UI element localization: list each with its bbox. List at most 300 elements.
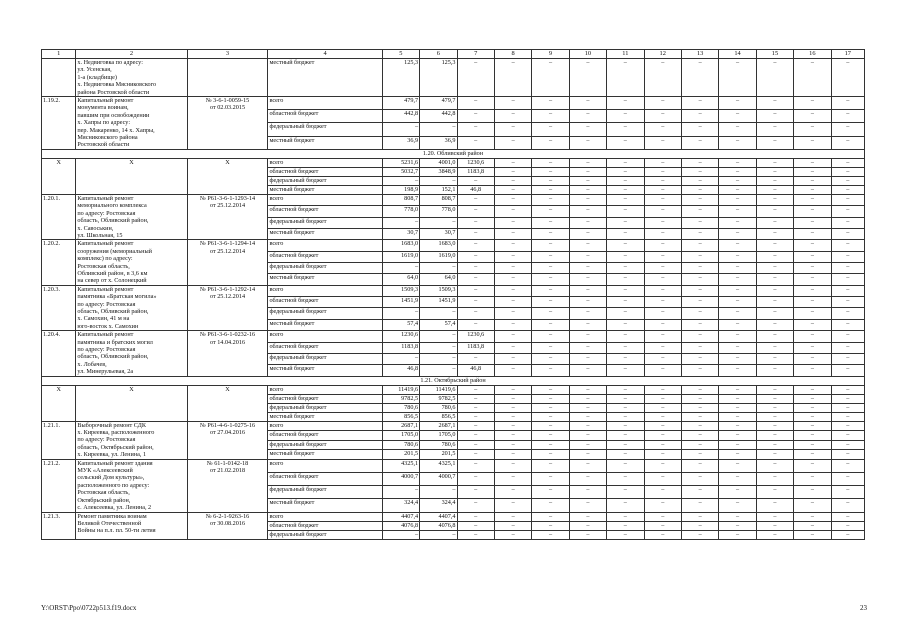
value-empty: – <box>607 110 644 123</box>
value-empty: – <box>794 123 831 136</box>
value-year-2: – <box>457 412 494 421</box>
value-empty: – <box>644 499 681 512</box>
value-empty: – <box>719 285 756 296</box>
value-empty: – <box>607 185 644 194</box>
value-year-2: – <box>457 136 494 149</box>
value-empty: – <box>644 136 681 149</box>
value-empty: – <box>532 365 569 376</box>
value-empty: – <box>494 240 531 251</box>
value-empty: – <box>831 206 864 217</box>
value-empty: – <box>607 431 644 441</box>
value-year-1: 30,7 <box>420 228 457 239</box>
value-year-1: 2687,1 <box>420 421 457 431</box>
value-year-2: – <box>457 450 494 460</box>
value-empty: – <box>719 365 756 376</box>
value-total: 64,0 <box>382 274 419 285</box>
value-empty: – <box>681 440 718 450</box>
column-header: 14 <box>719 50 756 59</box>
header-row <box>42 50 865 59</box>
value-empty: – <box>719 274 756 285</box>
value-empty: – <box>831 251 864 262</box>
value-empty: – <box>644 194 681 205</box>
value-total: 1451,9 <box>382 297 419 308</box>
item-number: 1.21.3. <box>42 512 76 539</box>
value-empty: – <box>831 331 864 342</box>
value-empty: – <box>607 412 644 421</box>
value-empty: – <box>681 274 718 285</box>
value-empty: – <box>719 459 756 472</box>
value-empty: – <box>569 394 606 403</box>
value-empty: – <box>831 274 864 285</box>
value-year-1: – <box>420 176 457 185</box>
value-empty: – <box>719 217 756 228</box>
table-row <box>42 385 865 394</box>
value-year-1: 856,5 <box>420 412 457 421</box>
value-empty: – <box>719 440 756 450</box>
value-empty: – <box>532 421 569 431</box>
value-total: 856,5 <box>382 412 419 421</box>
value-empty: – <box>794 486 831 499</box>
column-header: 7 <box>457 50 494 59</box>
value-empty: – <box>794 59 831 97</box>
value-empty: – <box>532 412 569 421</box>
value-empty: – <box>681 450 718 460</box>
object-name: Выборочный ремонт СДК х. Киреевка, расположенного по адресу: Ростовская область, Октябрьский район, х. Киреевка, ул. Ленина, 1 <box>76 421 187 459</box>
value-year-1: 1705,0 <box>420 431 457 441</box>
object-name: Капитальный ремонт памятника и братских могил по адресу: Ростовская область, Обливский район, х. Лобачев, ул. Минерульевая, 2а <box>76 331 187 376</box>
value-year-2: – <box>457 263 494 274</box>
value-empty: – <box>756 251 793 262</box>
funding-source: местный бюджет <box>268 365 382 376</box>
value-empty: – <box>494 319 531 330</box>
value-empty: – <box>756 331 793 342</box>
value-year-1: 125,3 <box>420 59 457 97</box>
value-empty: – <box>644 263 681 274</box>
value-empty: – <box>681 499 718 512</box>
table-row <box>42 331 865 342</box>
value-year-2: – <box>457 206 494 217</box>
value-empty: – <box>644 206 681 217</box>
value-empty: – <box>569 512 606 521</box>
value-empty: – <box>569 194 606 205</box>
value-empty: – <box>794 394 831 403</box>
value-year-1: – <box>420 123 457 136</box>
value-empty: – <box>607 158 644 167</box>
value-year-1: 442,8 <box>420 110 457 123</box>
value-empty: – <box>569 297 606 308</box>
value-empty: – <box>569 342 606 353</box>
value-year-2: – <box>457 308 494 319</box>
value-empty: – <box>494 308 531 319</box>
value-empty: – <box>532 394 569 403</box>
value-total: – <box>382 353 419 364</box>
value-total: 5231,6 <box>382 158 419 167</box>
value-year-2: – <box>457 459 494 472</box>
value-empty: – <box>532 530 569 539</box>
value-empty: – <box>532 285 569 296</box>
value-empty: – <box>494 123 531 136</box>
value-empty: – <box>607 228 644 239</box>
value-empty: – <box>719 319 756 330</box>
value-empty: – <box>794 176 831 185</box>
value-year-2: 1230,6 <box>457 158 494 167</box>
value-empty: – <box>831 431 864 441</box>
value-empty: – <box>756 217 793 228</box>
value-total: 201,5 <box>382 450 419 460</box>
value-year-1: 1619,0 <box>420 251 457 262</box>
expertise-doc <box>187 59 268 97</box>
value-empty: – <box>569 274 606 285</box>
value-empty: – <box>756 274 793 285</box>
value-empty: – <box>532 59 569 97</box>
value-year-1: – <box>420 353 457 364</box>
value-empty: – <box>831 530 864 539</box>
value-empty: – <box>794 308 831 319</box>
value-total: 36,9 <box>382 136 419 149</box>
value-empty: – <box>494 185 531 194</box>
value-empty: – <box>831 285 864 296</box>
value-empty: – <box>494 499 531 512</box>
value-total: 4076,8 <box>382 521 419 530</box>
value-empty: – <box>681 403 718 412</box>
value-empty: – <box>794 331 831 342</box>
value-total: 198,9 <box>382 185 419 194</box>
value-empty: – <box>756 185 793 194</box>
value-empty: – <box>607 274 644 285</box>
value-empty: – <box>607 194 644 205</box>
value-empty: – <box>494 228 531 239</box>
value-year-1: 9782,5 <box>420 394 457 403</box>
value-empty: – <box>607 530 644 539</box>
value-empty: – <box>681 97 718 110</box>
value-empty: – <box>794 217 831 228</box>
value-empty: – <box>756 459 793 472</box>
value-empty: – <box>831 319 864 330</box>
value-year-1: 4001,0 <box>420 158 457 167</box>
value-empty: – <box>831 412 864 421</box>
expertise-doc: № 6-2-1-9263-16 от 30.08.2016 <box>187 512 268 539</box>
value-empty: – <box>756 421 793 431</box>
value-total: 1230,6 <box>382 331 419 342</box>
value-empty: – <box>681 297 718 308</box>
column-header: 12 <box>644 50 681 59</box>
value-empty: – <box>719 342 756 353</box>
value-empty: – <box>532 450 569 460</box>
value-empty: – <box>719 263 756 274</box>
object-name: Капитальный ремонт мемориального комплекса по адресу: Ростовская область, Обливский район, х. Савоськин, ул. Школьная, 15 <box>76 194 187 239</box>
value-total: 30,7 <box>382 228 419 239</box>
value-empty: – <box>719 421 756 431</box>
value-empty: – <box>569 353 606 364</box>
funding-source: областной бюджет <box>268 167 382 176</box>
value-year-2: – <box>457 228 494 239</box>
value-empty: – <box>494 365 531 376</box>
table-row <box>42 97 865 110</box>
value-empty: – <box>569 450 606 460</box>
value-empty: – <box>494 403 531 412</box>
value-empty: – <box>681 365 718 376</box>
value-empty: – <box>681 228 718 239</box>
value-year-2: – <box>457 486 494 499</box>
value-empty: – <box>607 319 644 330</box>
value-empty: – <box>569 421 606 431</box>
value-year-2: – <box>457 240 494 251</box>
value-empty: – <box>794 450 831 460</box>
value-empty: – <box>794 342 831 353</box>
value-empty: – <box>756 263 793 274</box>
value-empty: – <box>681 176 718 185</box>
item-number: 1.20.1. <box>42 194 76 239</box>
value-empty: – <box>794 421 831 431</box>
value-year-2: – <box>457 217 494 228</box>
value-empty: – <box>644 459 681 472</box>
value-empty: – <box>607 217 644 228</box>
value-empty: – <box>719 97 756 110</box>
value-empty: – <box>644 486 681 499</box>
value-empty: – <box>607 421 644 431</box>
value-empty: – <box>569 440 606 450</box>
value-empty: – <box>644 285 681 296</box>
value-empty: – <box>644 512 681 521</box>
value-empty: – <box>494 385 531 394</box>
value-empty: – <box>532 385 569 394</box>
funding-source: федеральный бюджет <box>268 176 382 185</box>
value-empty: – <box>532 319 569 330</box>
value-year-1: – <box>420 331 457 342</box>
value-total: – <box>382 308 419 319</box>
value-empty: – <box>494 440 531 450</box>
value-empty: – <box>831 353 864 364</box>
value-empty: – <box>532 486 569 499</box>
value-empty: – <box>681 251 718 262</box>
value-empty: – <box>681 459 718 472</box>
expertise-doc: № Р61-4-6-1-0275-16 от 27.04.2016 <box>187 421 268 459</box>
value-empty: – <box>756 158 793 167</box>
item-number: Х <box>42 385 76 421</box>
item-number: 1.20.3. <box>42 285 76 330</box>
value-empty: – <box>607 394 644 403</box>
value-empty: – <box>681 217 718 228</box>
funding-source: областной бюджет <box>268 206 382 217</box>
expertise-doc: № 3-6-1-0059-15 от 02.03.2015 <box>187 97 268 150</box>
value-year-2: – <box>457 59 494 97</box>
value-empty: – <box>681 240 718 251</box>
value-empty: – <box>719 331 756 342</box>
value-empty: – <box>794 499 831 512</box>
value-empty: – <box>569 499 606 512</box>
value-empty: – <box>494 472 531 485</box>
value-empty: – <box>569 385 606 394</box>
value-empty: – <box>794 228 831 239</box>
value-empty: – <box>569 486 606 499</box>
value-year-1: 4325,1 <box>420 459 457 472</box>
value-empty: – <box>794 263 831 274</box>
value-year-1: 1509,3 <box>420 285 457 296</box>
value-empty: – <box>569 217 606 228</box>
value-empty: – <box>607 331 644 342</box>
value-empty: – <box>644 365 681 376</box>
value-empty: – <box>569 308 606 319</box>
value-year-1: 57,4 <box>420 319 457 330</box>
value-year-2: – <box>457 194 494 205</box>
value-empty: – <box>569 251 606 262</box>
value-empty: – <box>794 285 831 296</box>
item-number: 1.19.2. <box>42 97 76 150</box>
value-empty: – <box>644 251 681 262</box>
value-year-1: 479,7 <box>420 97 457 110</box>
value-empty: – <box>681 331 718 342</box>
value-empty: – <box>607 167 644 176</box>
value-year-1: 778,0 <box>420 206 457 217</box>
value-year-1: 64,0 <box>420 274 457 285</box>
value-empty: – <box>644 217 681 228</box>
value-empty: – <box>532 342 569 353</box>
value-empty: – <box>532 97 569 110</box>
value-empty: – <box>756 240 793 251</box>
value-empty: – <box>532 251 569 262</box>
value-empty: – <box>794 136 831 149</box>
value-empty: – <box>831 110 864 123</box>
funding-source: федеральный бюджет <box>268 486 382 499</box>
value-empty: – <box>794 110 831 123</box>
value-empty: – <box>532 521 569 530</box>
value-empty: – <box>532 353 569 364</box>
value-year-1: 780,6 <box>420 440 457 450</box>
funding-source: федеральный бюджет <box>268 263 382 274</box>
value-empty: – <box>719 176 756 185</box>
value-empty: – <box>494 459 531 472</box>
value-empty: – <box>607 59 644 97</box>
value-empty: – <box>494 521 531 530</box>
value-empty: – <box>681 353 718 364</box>
page-number: 23 <box>860 604 867 612</box>
value-total: 4325,1 <box>382 459 419 472</box>
section-title: 1.21. Октябрьский район <box>42 376 865 385</box>
value-year-1: 11419,6 <box>420 385 457 394</box>
value-empty: – <box>644 342 681 353</box>
value-total: 1619,0 <box>382 251 419 262</box>
value-year-1: – <box>420 530 457 539</box>
value-empty: – <box>569 158 606 167</box>
value-empty: – <box>607 486 644 499</box>
value-empty: – <box>569 459 606 472</box>
value-empty: – <box>719 251 756 262</box>
value-total: 1683,0 <box>382 240 419 251</box>
table-row <box>42 59 865 97</box>
table-row <box>42 194 865 205</box>
value-empty: – <box>532 431 569 441</box>
value-empty: – <box>756 319 793 330</box>
value-empty: – <box>681 394 718 403</box>
value-empty: – <box>831 385 864 394</box>
value-empty: – <box>719 194 756 205</box>
funding-source: областной бюджет <box>268 394 382 403</box>
column-header: 8 <box>494 50 531 59</box>
value-empty: – <box>681 530 718 539</box>
value-empty: – <box>644 228 681 239</box>
value-empty: – <box>569 176 606 185</box>
object-name: х. Недвиговка по адресу: ул. Усенская, 1-а (кладбище) х. Недвиговка Мясниковского района Ростовской области <box>76 59 187 97</box>
table-row <box>42 459 865 472</box>
value-empty: – <box>607 385 644 394</box>
value-empty: – <box>794 440 831 450</box>
value-empty: – <box>719 228 756 239</box>
funding-source: федеральный бюджет <box>268 353 382 364</box>
value-empty: – <box>569 185 606 194</box>
value-empty: – <box>756 297 793 308</box>
value-empty: – <box>831 450 864 460</box>
value-empty: – <box>644 353 681 364</box>
value-year-2: – <box>457 530 494 539</box>
value-empty: – <box>644 240 681 251</box>
value-empty: – <box>719 353 756 364</box>
funding-source: местный бюджет <box>268 450 382 460</box>
value-empty: – <box>719 110 756 123</box>
object-name: Капитальный ремонт монумента воинам, павшим при освобождении х. Хапры по адресу: пер. Макаренко, 14 х. Хапры, Мясниковского района Ростовской области <box>76 97 187 150</box>
value-empty: – <box>607 353 644 364</box>
value-empty: – <box>719 394 756 403</box>
funding-source: федеральный бюджет <box>268 123 382 136</box>
expertise-doc: № Р61-3-6-1-1292-14 от 25.12.2014 <box>187 285 268 330</box>
value-empty: – <box>719 486 756 499</box>
value-empty: – <box>756 385 793 394</box>
value-empty: – <box>681 167 718 176</box>
funding-source: местный бюджет <box>268 185 382 194</box>
value-empty: – <box>756 365 793 376</box>
value-empty: – <box>569 412 606 421</box>
value-year-2: – <box>457 499 494 512</box>
value-empty: – <box>644 403 681 412</box>
value-total: 778,0 <box>382 206 419 217</box>
value-empty: – <box>532 217 569 228</box>
value-empty: – <box>681 185 718 194</box>
value-empty: – <box>644 158 681 167</box>
value-empty: – <box>569 319 606 330</box>
value-empty: – <box>644 385 681 394</box>
value-empty: – <box>831 440 864 450</box>
value-empty: – <box>719 472 756 485</box>
section-row <box>42 376 865 385</box>
value-empty: – <box>831 459 864 472</box>
value-empty: – <box>607 459 644 472</box>
value-empty: – <box>607 206 644 217</box>
column-header: 6 <box>420 50 457 59</box>
value-empty: – <box>607 512 644 521</box>
value-year-1: 201,5 <box>420 450 457 460</box>
item-number: Х <box>42 158 76 194</box>
value-empty: – <box>794 97 831 110</box>
value-empty: – <box>681 263 718 274</box>
value-empty: – <box>756 499 793 512</box>
value-empty: – <box>719 450 756 460</box>
value-year-2: – <box>457 274 494 285</box>
value-empty: – <box>831 472 864 485</box>
value-empty: – <box>756 167 793 176</box>
value-total: 4407,4 <box>382 512 419 521</box>
value-empty: – <box>569 59 606 97</box>
value-year-1: 3848,9 <box>420 167 457 176</box>
value-total: – <box>382 530 419 539</box>
value-empty: – <box>831 228 864 239</box>
value-empty: – <box>719 158 756 167</box>
funding-source: федеральный бюджет <box>268 308 382 319</box>
value-empty: – <box>532 194 569 205</box>
value-empty: – <box>607 342 644 353</box>
value-empty: – <box>494 263 531 274</box>
value-year-1: 1683,0 <box>420 240 457 251</box>
value-empty: – <box>569 110 606 123</box>
value-empty: – <box>532 176 569 185</box>
